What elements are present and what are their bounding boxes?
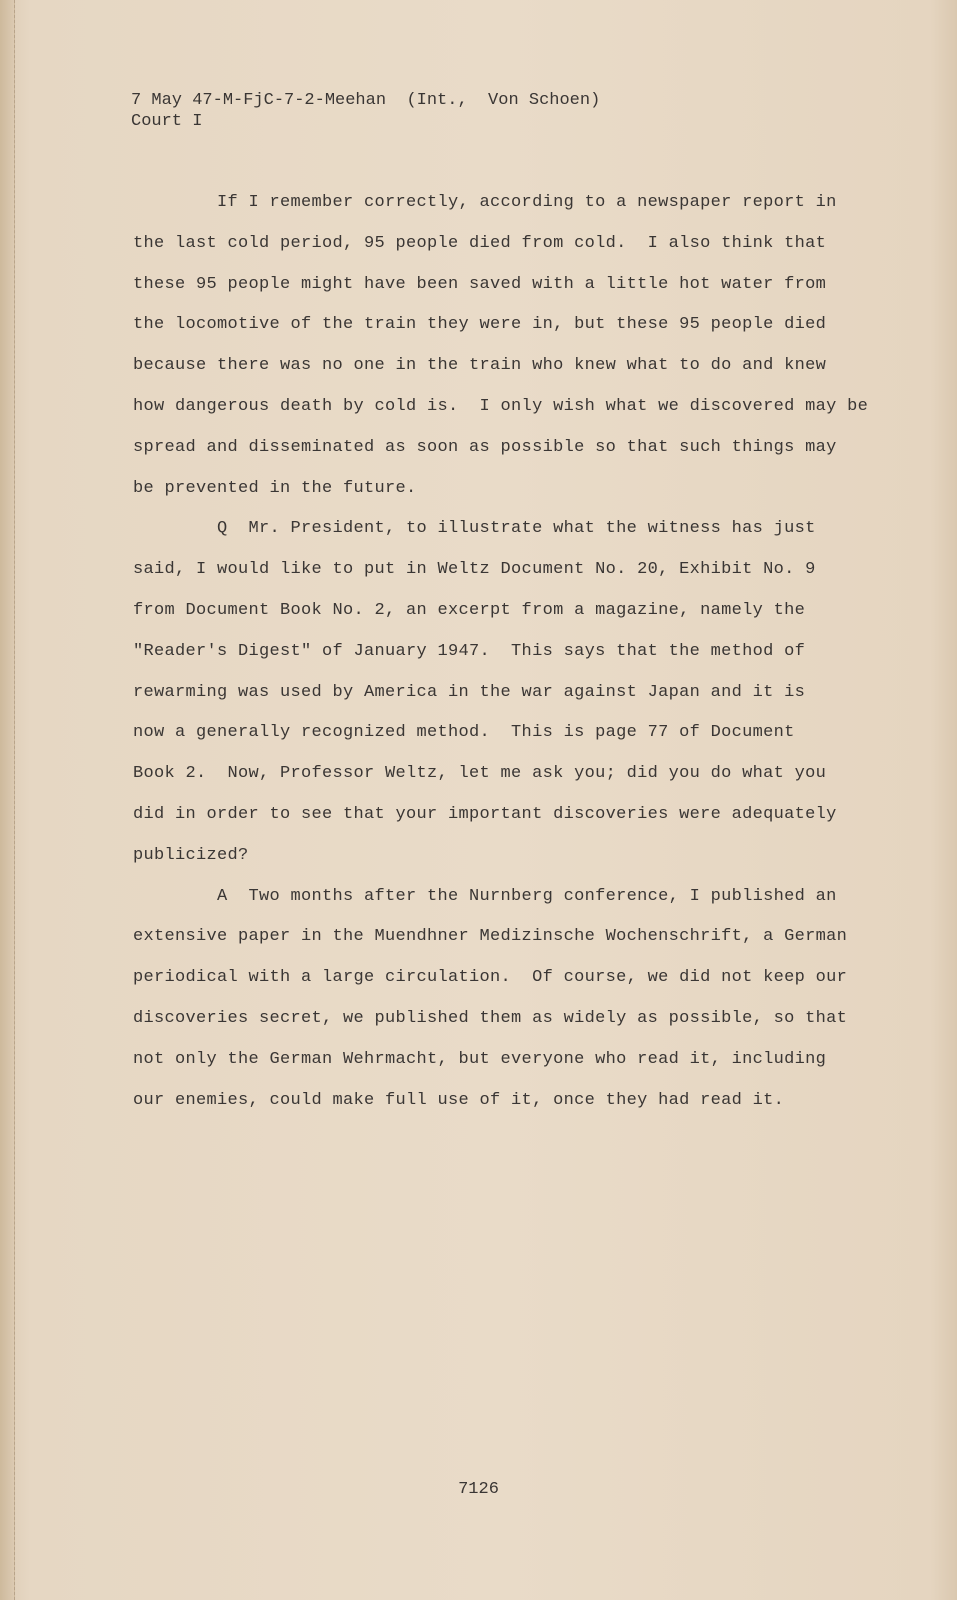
body-line: now a generally recognized method. This is page 77 of Document [133, 723, 795, 743]
body-line: did in order to see that your important discoveries were adequately [133, 804, 837, 824]
header-line-1: 7 May 47-M-FjC-7-2-Meehan (Int., Von Schoen) [131, 91, 601, 110]
body-line: periodical with a large circulation. Of course, we did not keep our [133, 968, 848, 988]
header-line-2: Court I [131, 112, 203, 131]
body-line: Book 2. Now, Professor Weltz, let me ask you; did you do what you [133, 764, 827, 784]
body-line: discoveries secret, we published them as widely as possible, so that [133, 1008, 848, 1028]
document-header [131, 90, 600, 132]
perforated-edge [0, 0, 15, 1600]
body-line: Q Mr. President, to illustrate what the witness has just [133, 519, 816, 539]
page-number: 7126 [458, 1480, 499, 1499]
body-line: spread and disseminated as soon as possible so that such things may [133, 437, 837, 457]
body-line: how dangerous death by cold is. I only wish what we discovered may be [133, 396, 869, 416]
body-line: the locomotive of the train they were in, but these 95 people died [133, 315, 827, 335]
body-line: If I remember correctly, according to a newspaper report in [133, 193, 837, 212]
body-line: the last cold period, 95 people died from cold. I also think that [133, 233, 827, 253]
body-line: not only the German Wehrmacht, but everyone who read it, including [133, 1049, 827, 1069]
body-line: these 95 people might have been saved with a little hot water from [133, 274, 827, 294]
body-line: our enemies, could make full use of it, once they had read it. [133, 1090, 785, 1110]
body-line: said, I would like to put in Weltz Document No. 20, Exhibit No. 9 [133, 560, 816, 580]
body-line: be prevented in the future. [133, 478, 417, 498]
body-line: from Document Book No. 2, an excerpt from a magazine, namely the [133, 600, 806, 620]
body-line: "Reader's Digest" of January 1947. This says that the method of [133, 641, 806, 661]
body-line: extensive paper in the Muendhner Medizinsche Wochenschrift, a German [133, 927, 848, 947]
body-line: because there was no one in the train who knew what to do and knew [133, 356, 827, 376]
document-body [133, 189, 869, 1127]
body-line: publicized? [133, 845, 249, 865]
body-line: A Two months after the Nurnberg conference, I published an [133, 886, 837, 906]
body-line: rewarming was used by America in the war against Japan and it is [133, 682, 806, 702]
